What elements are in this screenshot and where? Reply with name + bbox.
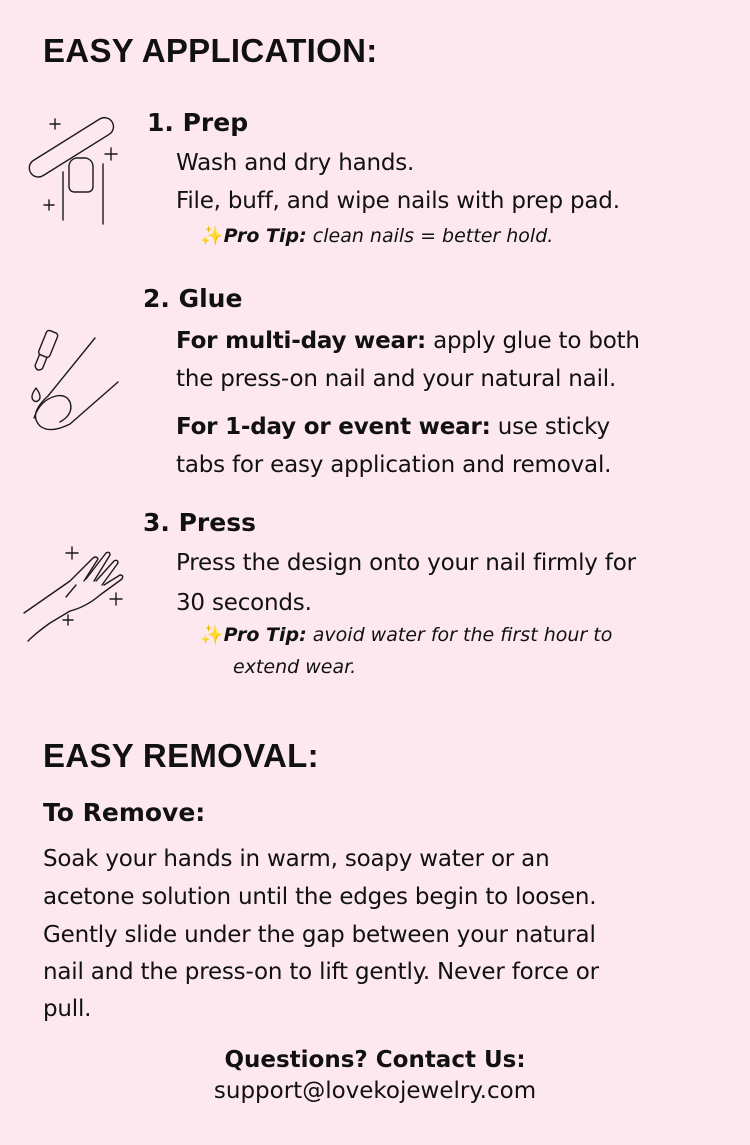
event-wear-text: use sticky	[490, 414, 610, 440]
removal-line-2: acetone solution until the edges begin to loosen.	[43, 884, 597, 910]
removal-heading: EASY REMOVAL:	[43, 737, 319, 774]
multi-day-text: apply glue to both	[425, 328, 640, 354]
step-press-title: 3. Press	[143, 508, 256, 537]
prep-pro-tip	[200, 224, 553, 247]
removal-line-1: Soak your hands in warm, soapy water or an	[43, 846, 550, 872]
sparkle-icon: ✨	[200, 225, 224, 247]
sparkle-icon: ✨	[200, 624, 224, 646]
to-remove-subheading: To Remove:	[43, 798, 206, 827]
removal-line-4: nail and the press-on to lift gently. Never force or	[43, 959, 599, 985]
press-line-2: 30 seconds.	[176, 590, 312, 616]
pro-tip-text: clean nails = better hold.	[306, 225, 554, 247]
contact-heading: Questions? Contact Us:	[224, 1047, 526, 1073]
nail-file-icon	[25, 112, 125, 236]
glue-multi-line-2: the press-on nail and your natural nail.	[176, 366, 617, 392]
press-line-1: Press the design onto your nail firmly for	[176, 550, 636, 576]
application-heading: EASY APPLICATION:	[43, 32, 378, 69]
pro-tip-label: Pro Tip:	[223, 624, 307, 646]
pro-tip-label: Pro Tip:	[223, 225, 307, 247]
glue-event-line-2: tabs for easy application and removal.	[176, 452, 612, 478]
pro-tip-text: avoid water for the first hour to	[306, 624, 613, 646]
contact-email[interactable]: support@lovekojewelry.com	[213, 1078, 537, 1104]
glue-bottle-icon	[20, 330, 130, 444]
removal-line-3: Gently slide under the gap between your natural	[43, 922, 596, 948]
multi-day-label: For multi-day wear:	[176, 328, 426, 354]
hand-sparkle-icon	[20, 545, 130, 659]
step-glue-title: 2. Glue	[143, 284, 243, 313]
press-pro-tip-line-2: extend wear.	[233, 656, 357, 678]
glue-event-line-1	[176, 414, 610, 440]
removal-line-5: pull.	[43, 996, 92, 1022]
prep-line-1: Wash and dry hands.	[176, 150, 415, 176]
step-prep-title: 1. Prep	[147, 108, 249, 137]
glue-multi-line-1	[176, 328, 640, 354]
prep-line-2: File, buff, and wipe nails with prep pad.	[176, 188, 620, 214]
event-wear-label: For 1-day or event wear:	[176, 414, 491, 440]
press-pro-tip	[200, 623, 612, 646]
